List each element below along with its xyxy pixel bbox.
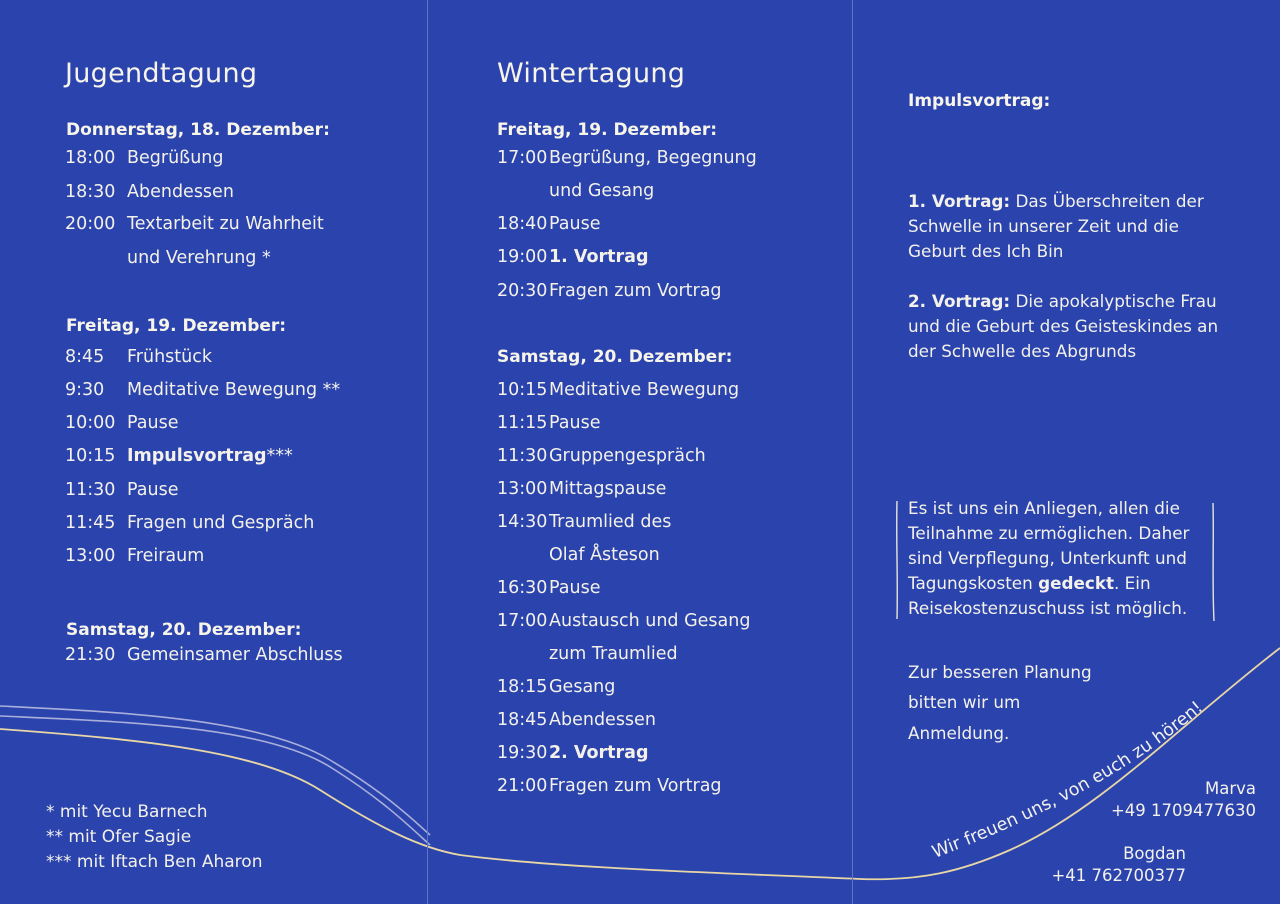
schedule-row: 13:00 Freiraum (65, 546, 205, 566)
schedule-row: 21:30 Gemeinsamer Abschluss (65, 645, 343, 665)
fold-line-right (852, 0, 853, 904)
day-heading: Freitag, 19. Dezember: (497, 120, 718, 140)
planung-line: Zur besseren Planung (908, 662, 1092, 682)
jugendtagung-title: Jugendtagung (65, 58, 258, 89)
schedule-row: 10:00 Pause (65, 413, 179, 433)
day-heading: Freitag, 19. Dezember: (66, 316, 287, 336)
schedule-row: 8:45 Frühstück (65, 347, 212, 367)
schedule-row: 10:15 Meditative Bewegung (497, 380, 740, 400)
schedule-row: 18:40 Pause (497, 214, 601, 234)
contact-phone: +41 762700377 (1051, 866, 1186, 885)
schedule-row: 18:00 Begrüßung (65, 148, 224, 168)
anliegen-paragraph: Es ist uns ein Anliegen, allen die Teilnahme zu ermöglichen. Daher sind Verpflegung, Unterkunft und Tagungskosten gedeckt. Ein Reisekostenzuschuss ist möglich. (908, 498, 1190, 618)
schedule-row: 20:30 Fragen zum Vortrag (497, 281, 722, 301)
schedule-row: 13:00 Mittagspause (497, 479, 667, 499)
contact-phone: +49 1709477630 (1110, 801, 1256, 820)
schedule-row: 9:30 Meditative Bewegung ** (65, 380, 341, 400)
schedule-row: 20:00 Textarbeit zu Wahrheit (65, 214, 324, 234)
closing-text: Wir freuen uns, von euch zu hören! (929, 697, 1207, 863)
footnote: ** mit Ofer Sagie (46, 827, 192, 847)
footnote-mark: ** (322, 380, 341, 400)
schedule-row: 19:30 2. Vortrag (497, 743, 649, 763)
contact-bogdan (1051, 843, 1186, 887)
schedule-row: 11:30 Gruppengespräch (497, 446, 706, 466)
schedule-row: 19:00 1. Vortrag (497, 247, 649, 267)
contact-name: Marva (1204, 779, 1256, 798)
footnote-mark: *** (266, 446, 293, 466)
schedule-row: 11:15 Pause (497, 413, 601, 433)
planung-line: bitten wir um (908, 692, 1021, 712)
day-heading: Samstag, 20. Dezember: (66, 620, 302, 640)
planung-line: Anmeldung. (908, 723, 1010, 743)
talk-2-description: 2. Vortrag: Die apokalyptische Frau und die Geburt des Geisteskindes an der Schwelle des Abgrunds (908, 291, 1219, 361)
schedule-row: 16:30 Pause (497, 578, 601, 598)
day-heading: Donnerstag, 18. Dezember: (66, 120, 330, 140)
schedule-row: 21:00 Fragen zum Vortrag (497, 776, 722, 796)
footnote: * mit Yecu Barnech (46, 802, 208, 822)
footnote-mark: * (261, 248, 271, 268)
day-heading: Samstag, 20. Dezember: (497, 347, 733, 367)
talk-1-description: 1. Vortrag: Das Überschreiten der Schwelle in unserer Zeit und die Geburt des Ich Bin (908, 191, 1204, 261)
schedule-row: 18:30 Abendessen (65, 182, 234, 202)
schedule-row: 14:30 Traumlied des (497, 512, 672, 532)
schedule-row: 17:00 Austausch und Gesang (497, 611, 751, 631)
contact-name: Bogdan (1123, 844, 1186, 863)
contact-marva (1111, 778, 1256, 822)
schedule-row: 18:15 Gesang (497, 677, 616, 697)
wintertagung-title: Wintertagung (497, 58, 686, 89)
schedule-row: 11:45 Fragen und Gespräch (65, 513, 315, 533)
fold-line-left (427, 0, 428, 904)
schedule-row: 17:00 Begrüßung, Begegnung (497, 148, 757, 168)
schedule-row: 18:45 Abendessen (497, 710, 656, 730)
impuls-heading: Impulsvortrag: (908, 91, 1051, 111)
schedule-row: 10:15 Impulsvortrag*** (65, 446, 293, 466)
footnote: *** mit Iftach Ben Aharon (46, 852, 263, 872)
schedule-row: 11:30 Pause (65, 480, 179, 500)
